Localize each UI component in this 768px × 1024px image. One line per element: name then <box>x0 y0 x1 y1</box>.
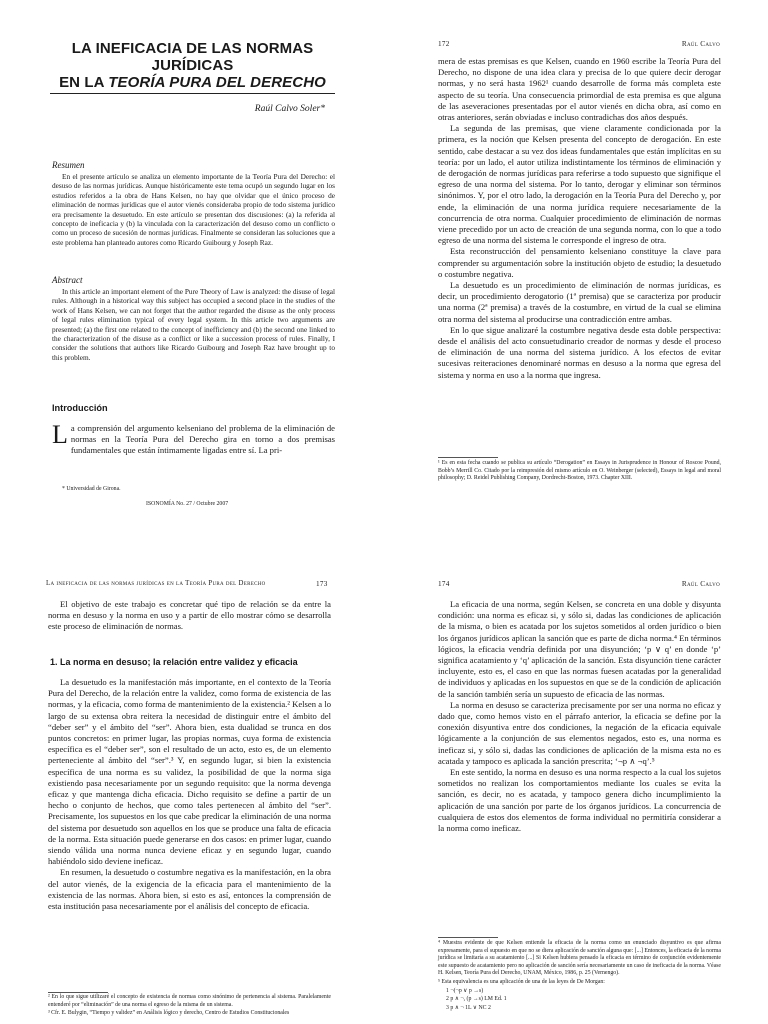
paragraph: La segunda de las premisas, que viene claramente condicionada por la primera, es la noción que Kelsen presenta del concepto de derogación. En este sentido, cabe destacar a su vez dos ideas fundamentales que están implícitas en su teoría: por un lado, el autor utiliza indistintamente los términos de eliminación y de derogación de normas jurídicas para referirse a todo supuesto que signifique el egreso de una norma del sistema. Por lo tanto, derogar y eliminar son términos sinónimos. Y, por el otro lado, la derogación en la Teoría Pura del Derecho y, por ende, la eliminación de una norma jurídica requiere necesariamente de la concurrencia de otra norma. Cualquier procedimiento de eliminación de normas viene precedido por un acto de creación de una segunda norma, con lo que a todo egreso de una norma del sistema le corresponde el ingreso de otra. <box>438 123 721 246</box>
footnote-separator <box>438 457 498 458</box>
footnote-1: ¹ Es en esta fecha cuando se publica su artículo “Derogation” en Essays in Jurisprudence in Honour of Roscoe Pound, Bobb’s Merrill Co. Citado por la reimpresión del mismo artículo en O. Weinberger (selected), Essays in legal and moral philosophy; D. Reidel Publishing Company, Dordrecht-Boston, 1973. Chapter XIII. <box>438 460 721 482</box>
page-171 <box>0 0 384 512</box>
logic-line-1: 1 ¬(¬p ∨ p →s) <box>446 987 484 994</box>
footnotes <box>48 994 331 1019</box>
title-line-3: EN LA TEORÍA PURA DEL DERECHO <box>59 74 326 91</box>
body-text <box>438 599 721 834</box>
intro-continuation <box>48 599 331 633</box>
author-name: Raúl Calvo Soler* <box>254 104 325 114</box>
article-title <box>50 40 335 91</box>
page-174 <box>384 512 768 1024</box>
abstract-heading: Abstract <box>52 275 83 285</box>
page-number: 172 <box>438 40 450 48</box>
running-head: Raúl Calvo <box>681 40 720 48</box>
title-line-1: LA INEFICACIA DE LAS NORMAS <box>71 40 314 57</box>
section-heading: 1. La norma en desuso; la relación entre validez y eficacia <box>50 657 298 667</box>
paragraph: La desuetudo es la manifestación más importante, en el contexto de la Teoría Pura del Derecho, de la relación entre la validez, como forma de existencia de las normas, y la eficacia, como forma de mantenimiento de la existencia.² Kelsen a lo largo de su extensa obra reitera la necesidad de distinguir entre el ámbito del “deber ser” y el ámbito del “ser”. Ahora bien, esta dualidad se trunca en dos puntos concretos: en primer lugar, las propias normas, cuya forma de existencia específica es el “deber ser”, son el resultado de un acto, esto es, de un elemento perteneciente al ámbito del “ser”.³ Y, en segundo lugar, si bien la existencia específica de una norma es su validez, la posibilidad de que la norma siga existiendo pasa necesariamente por un segundo requisito: que la norma devenga eficaz y que mantenga dicha eficacia. Dicho requisito se define a partir de un hecho o conjunto de hechos, que como tales pertenecen al ámbito del “ser”. Precisamente, los supuestos en los que cabe predicar la eliminación de una norma del sistema por desuetudo son aquellos en los que se produce una falta de eficacia de la norma. Esta situación puede generarse en dos casos: en primer lugar, cuando siendo válida una norma nunca deviene eficaz y en segundo lugar, cuando habiéndolo sido deviene ineficaz. <box>48 677 331 867</box>
resumen-heading: Resumen <box>52 160 85 170</box>
body-text <box>48 677 331 912</box>
intro-heading: Introducción <box>52 403 108 413</box>
logic-line-2: 2 p ∧ ¬, (p →s) LM Ed. 1 <box>446 996 507 1003</box>
footnotes <box>438 940 721 1013</box>
drop-cap: L <box>52 420 68 449</box>
intro-paragraph: La comprensión del argumento kelseniano del problema de la eliminación de normas en la Teoría Pura del Derecho gira en torno a dos premisas fundamentales que están íntimamente ligadas entre sí. La pri- <box>52 420 335 456</box>
paragraph: La desuetudo es un procedimiento de eliminación de normas jurídicas, es decir, un procedimiento derogatorio (1ª premisa) que se caracteriza por producir una norma (2ª premisa) a través de la costumbre, en virtud de la cual se elimina otra norma del sistema al producirse una contradicción entre ambas. <box>438 280 721 324</box>
footnote-5: ⁵ Esta equivalencia es una aplicación de una de las leyes de De Morgan: <box>438 978 605 985</box>
footnote-3: ³ Cfr. E. Bulygin, “Tiempo y validez” en Análisis lógico y derecho, Centro de Estudios Constitucionales <box>48 1010 290 1017</box>
title-line-2: JURÍDICAS <box>151 57 234 74</box>
page-173 <box>0 512 384 1024</box>
resumen-text: En el presente artículo se analiza un elemento importante de la Teoría Pura del Derecho: el desuso de las normas jurídicas. Aunque históricamente este tema ocupó un segundo lugar en los estudios referidos a la obra de Hans Kelsen, no hay que olvidar que el único proceso de eliminación de normas jurídicas que el autor vienés consideraba propio de todo sistema jurídico era precisamente la desuetudo. En este artículo se presentan dos discusiones: (a) la referida al concepto de ineficacia y (b) la vinculada con la caracterización del desuso como un conflicto o como un proceso de sucesión de normas jurídicas. Finalmente se consideran las soluciones que a este problema han planteado autores como Ricardo Guibourg y Joseph Raz. <box>52 172 335 247</box>
paragraph: mera de estas premisas es que Kelsen, cuando en 1960 escribe la Teoría Pura del Derecho, no dispone de una idea clara y precisa de lo que quiere decir derogar normas, y no será hasta 1962¹ cuando desarrolle de forma más completa este aspecto de su teoría. Una consecuencia primordial de esta premisa es que alguna de las aseveraciones presentadas por el autor vienés en dicha obra, así como en otras anteriores, serán obviadas e incluso contradichas dos años después. <box>438 56 721 123</box>
paragraph: En lo que sigue analizaré la costumbre negativa desde esta doble perspectiva: desde el análisis del acto consuetudinario creador de normas y desde el proceso de eliminación de una norma del sistema jurídico. A los efectos de evitar sucesivas reiteraciones denominaré normas en desuso a la norma que egresa del sistema y norma en uso a la norma que ingresa. <box>438 324 721 380</box>
paragraph: La norma en desuso se caracteriza precisamente por ser una norma no eficaz y dado que, como hemos visto en el párrafo anterior, la eficacia se define por la conexión disyuntiva entre dos condiciones, la negación de la eficacia equivale lógicamente a la conjunción de sus elementos negados, esto es, una norma es ineficaz si, y sólo si, dadas las condiciones de aplicación de la misma esta no es acatada y tampoco es aplicada la sanción prescrita; ‘¬p ∧ ¬q’.⁵ <box>438 699 721 766</box>
footnote-separator <box>438 937 498 938</box>
page-172 <box>384 0 768 512</box>
running-head: La ineficacia de las normas jurídicas en la Teoría Pura del Derecho <box>46 580 266 587</box>
paragraph: La eficacia de una norma, según Kelsen, se concreta en una doble y disyunta condición: una norma es eficaz si, y sólo si, dadas las condiciones de aplicación de la misma, o bien es acatada por los sujetos sometidos al orden jurídico o bien los órganos jurídicos aplican la sanción que es parte de dicha norma.⁴ En términos lógicos, la eficacia vendría definida por una disyunción; ‘p ∨ q’ en donde ‘p’ significa acatamiento y ‘q’ aplicación de la sanción. Esta disyunción tiene carácter incluyente, esto es, el caso en que las normas fuesen acatadas por la generalidad de individuos y aplicadas en los supuestos en que se de la condición de aplicación de la sanción también sería un supuesto de eficacia de las normas. <box>438 599 721 699</box>
footnote-affiliation: * Universidad de Girona. <box>62 486 121 492</box>
body-text <box>438 56 721 381</box>
paragraph: El objetivo de este trabajo es concretar qué tipo de relación se da entre la norma en desuso y la norma en uso y a partir de ello mostrar cómo se desarrolla este proceso de eliminación de normas. <box>48 599 331 632</box>
paragraph: En este sentido, la norma en desuso es una norma respecto a la cual los sujetos sometidos no realizan los comportamientos mediante los cuales se evita la sanción, es decir, no es acatada, y tampoco genera dicho incumplimiento la aplicación de una sanción por parte de los órganos jurídicos. La concurrencia de cualquiera de estos dos elementos de forma individual no permitiría considerar a la norma como ineficaz. <box>438 767 721 834</box>
page-number: 173 <box>316 580 328 588</box>
paragraph: En resumen, la desuetudo o costumbre negativa es la manifestación, en la obra del autor vienés, de la exigencia de la eficacia para el mantenimiento de la existencia de las normas. Ahora bien, si esto es así, entonces la comprensión de esta institución pasa necesariamente por el análisis del concepto de eficacia. <box>48 867 331 912</box>
title-rule <box>50 93 335 94</box>
footnote-4: ⁴ Muestra evidente de que Kelsen entiende la eficacia de la norma como un enunciado disyuntivo es que afirma expresamente, para el supuesto en que no se diera aplicación de sanción alguna que: [...] Entonces, la eficacia de la norma jurídica se limitaría a su acatamiento [...] Si Kelsen hubiera pensado la eficacia en término de conjunción evidentemente este supuesto de acatamiento pero no aplicación de sanción sería necesariamente un caso de ineficacia de la norma. Véase H. Kelsen, Teoría Pura del Derecho, UNAM, México, 1986, p. 25 (Vernengo). <box>438 940 721 977</box>
page-number: 174 <box>438 580 450 588</box>
paragraph: Esta reconstrucción del pensamiento kelseniano constituye la clave para comprender su argumentación sobre la institución objeto de estudio; la desuetudo o costumbre negativa. <box>438 246 721 279</box>
page-footer: ISONOMÍA No. 27 / Octubre 2007 <box>146 501 229 507</box>
footnote-2: ² En lo que sigue utilizaré el concepto de existencia de normas como sinónimo de pertenencia al sistema. Paralelamente entenderé por “eliminación” de una norma el egreso de la misma de un sistema. <box>48 994 331 1008</box>
footnote-separator <box>48 992 108 993</box>
running-head: Raúl Calvo <box>681 580 720 588</box>
logic-line-3: 3 p ∧ ¬ 1L ∨ NC 2 <box>446 1004 491 1011</box>
abstract-text: In this article an important element of the Pure Theory of Law is analyzed: the disuse of legal rules. Although in a historical way this subject has occupied a second place in the studies of the work of Hans Kelsen, we can not forget that the author regarded the disuse as the only process of legal rules elimination typical of every legal system. In this article two arguments are presented; (a) the first one related to the concept of inefficiency and (b) the second one linked to the characterization of the disuse as a conflict or like a succession process of rules. Finally, I consider the solutions that authors like Ricardo Guibourg and Joseph Raz have brought up to this problem. <box>52 287 335 362</box>
